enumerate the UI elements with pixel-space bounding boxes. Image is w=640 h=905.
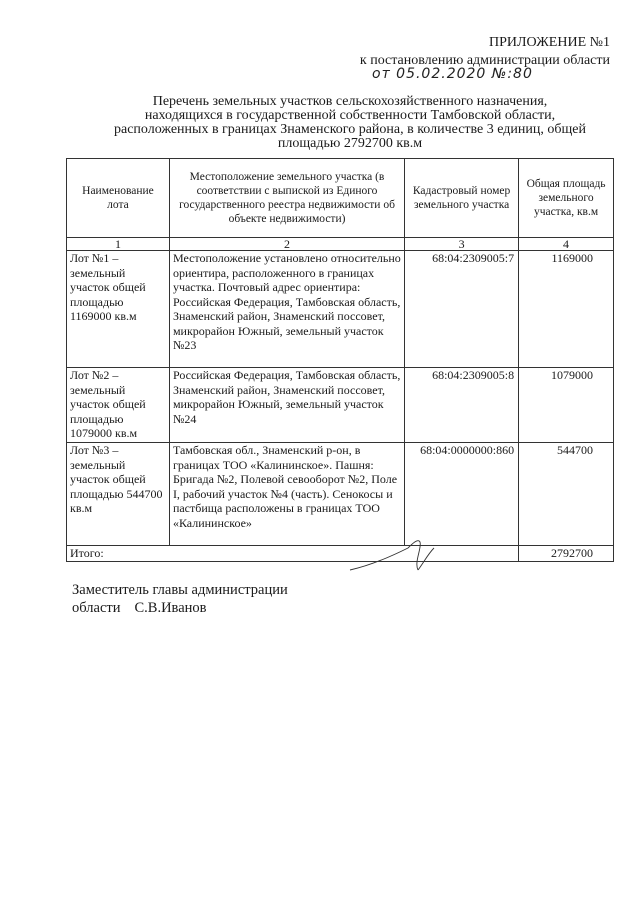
area-cell: 1169000	[519, 251, 614, 368]
lot-name-cell: Лот №1 – земельный участок общей площадью 1169000 кв.м	[67, 251, 170, 368]
column-number: 3	[405, 238, 519, 251]
table-row	[67, 368, 614, 443]
location-cell: Российская Федерация, Тамбовская область, Знаменский район, Знаменский поссовет, микрорайон Южный, земельный участок №24	[169, 368, 404, 443]
header-lot-name: Наименование лота	[67, 159, 170, 238]
column-number: 2	[169, 238, 404, 251]
header-location: Местоположение земельного участка (в соответствии с выпиской из Единого государственного реестра недвижимости об объекте недвижимости)	[169, 159, 404, 238]
column-number: 4	[519, 238, 614, 251]
signatory-position: Заместитель главы администрации	[72, 582, 288, 598]
table-row	[67, 443, 614, 546]
signature-block	[72, 581, 288, 617]
cadastral-cell: 68:04:2309005:8	[405, 368, 519, 443]
appendix-header	[360, 34, 610, 69]
appendix-title: ПРИЛОЖЕНИЕ №1	[489, 35, 610, 50]
total-label: Итого:	[67, 546, 519, 562]
signatory-position-cont: области	[72, 600, 121, 616]
cadastral-cell: 68:04:0000000:860	[405, 443, 519, 546]
appendix-reference: к постановлению администрации области	[359, 53, 610, 68]
lot-name-cell: Лот №2 – земельный участок общей площадью 1079000 кв.м	[67, 368, 170, 443]
title-line-2: находящихся в государственной собственности Тамбовской области,	[144, 108, 556, 123]
document-title	[80, 95, 620, 151]
area-cell: 1079000	[519, 368, 614, 443]
location-cell: Тамбовская обл., Знаменский р-он, в границах ТОО «Калининское». Пашня: Бригада №2, Полевой севооборот №2, Поле I, рабочий участок №4 (часть). Сенокосы и пастбища расположены в границах ТОО «Калининское»	[169, 443, 404, 546]
signatory-name: С.В.Иванов	[134, 600, 207, 616]
signatory-line	[72, 599, 288, 617]
column-number-row	[67, 238, 614, 251]
signature-scribble	[348, 536, 438, 576]
table-row	[67, 251, 614, 368]
title-line-4: площадью 2792700 кв.м	[277, 136, 423, 151]
lot-name-cell: Лот №3 – земельный участок общей площадью 544700 кв.м	[67, 443, 170, 546]
header-area: Общая площадь земельного участка, кв.м	[519, 159, 614, 238]
total-value: 2792700	[519, 546, 614, 562]
area-cell: 544700	[519, 443, 614, 546]
title-line-1: Перечень земельных участков сельскохозяйственного назначения,	[152, 94, 548, 109]
decree-handwritten: от 05.02.2020 №:80	[372, 66, 533, 82]
total-row	[67, 546, 614, 562]
header-cadastral: Кадастровый номер земельного участка	[405, 159, 519, 238]
title-line-3: расположенных в границах Знаменского района, в количестве 3 единиц, общей	[113, 122, 587, 137]
table-header-row	[67, 159, 614, 238]
lots-table	[66, 158, 614, 562]
cadastral-cell: 68:04:2309005:7	[405, 251, 519, 368]
location-cell: Местоположение установлено относительно ориентира, расположенного в границах участка. Почтовый адрес ориентира: Российская Федерация, Тамбовская область, Знаменский район, Знаменский поссовет, микрорайон Южный, земельный участок №23	[169, 251, 404, 368]
column-number: 1	[67, 238, 170, 251]
